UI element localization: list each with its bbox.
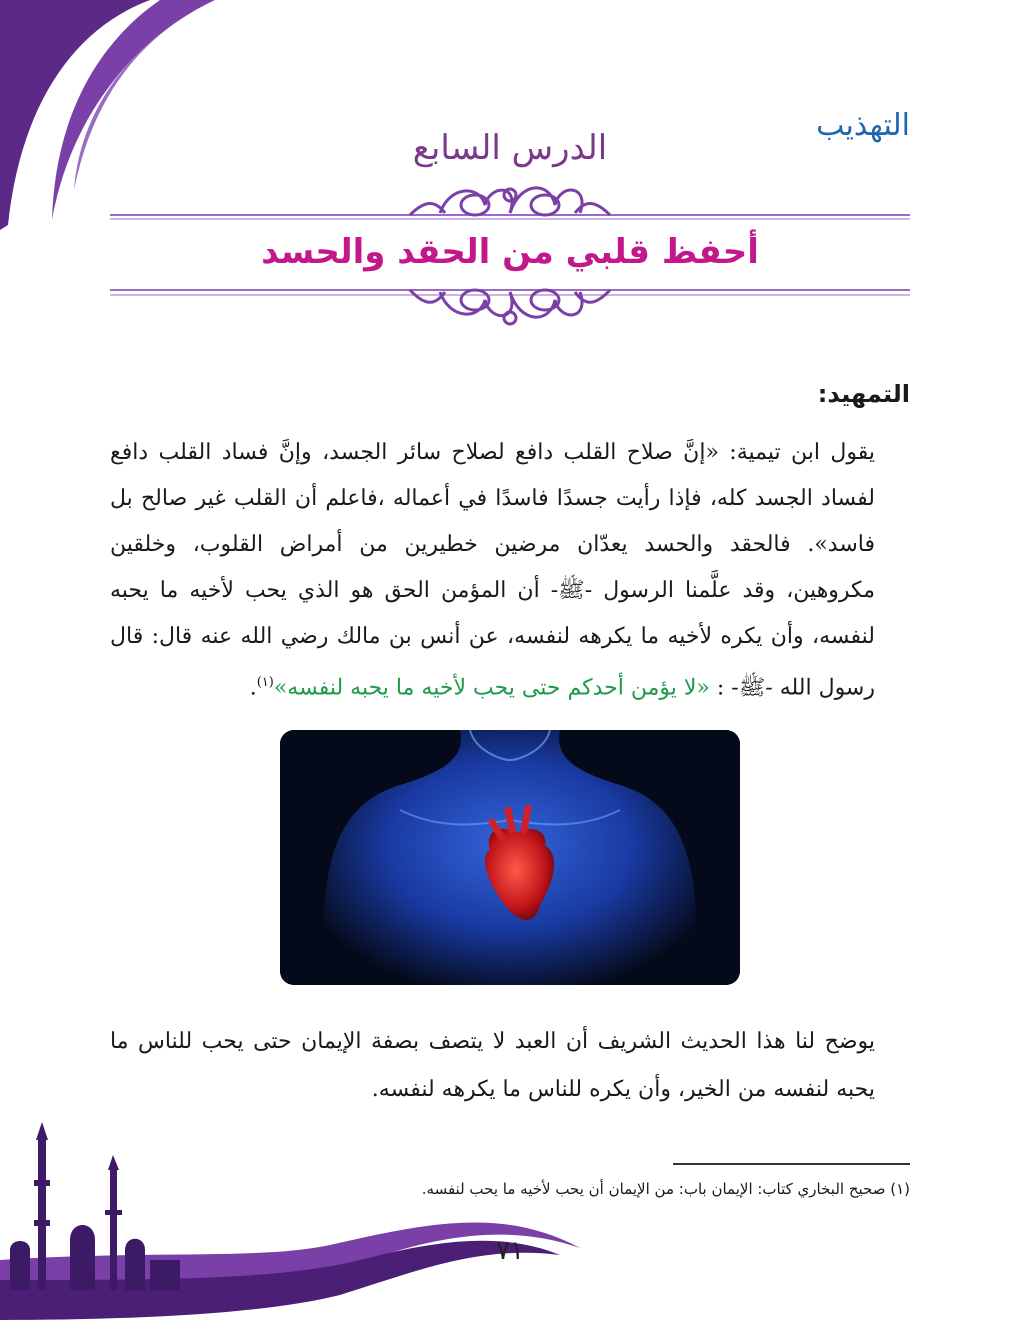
mosque-silhouette-decoration	[0, 1110, 620, 1320]
ornament-divider-bottom	[110, 278, 910, 338]
intro-paragraph	[110, 430, 875, 711]
subject-label: التهذيب	[816, 108, 910, 143]
hadith-quote: «لا يؤمن أحدكم حتى يحب لأخيه ما يحبه لنفسه»	[273, 675, 710, 701]
heart-anatomy-image	[280, 730, 740, 985]
intro-heading: التمهيد:	[817, 380, 910, 408]
intro-paragraph-end: .	[249, 675, 257, 701]
conclusion-paragraph: يوضح لنا هذا الحديث الشريف أن العبد لا يتصف بصفة الإيمان حتى يحب للناس ما يحبه لنفسه من الخير، وأن يكره للناس ما يكرهه لنفسه.	[110, 1029, 875, 1102]
lesson-number: الدرس السابع	[412, 128, 608, 168]
footnote-text: (١) صحيح البخاري كتاب: الإيمان باب: من الإيمان أن يحب لأخيه ما يحب لنفسه.	[421, 1180, 910, 1198]
page-number: ٧١	[496, 1236, 524, 1266]
lesson-title: أحفظ قلبي من الحقد والحسد	[261, 232, 759, 272]
ornament-divider-top	[110, 175, 910, 225]
heart-illustration	[280, 730, 740, 985]
footnote-reference: (١)	[256, 675, 274, 690]
footnote-divider	[673, 1163, 910, 1165]
intro-paragraph-text: يقول ابن تيمية: «إنَّ صلاح القلب دافع لصلاح سائر الجسد، وإنَّ فساد القلب دافع لفساد الجسد كله، فإذا رأيت جسدًا فاسدًا في أعماله ،فاعلم أن القلب غير صالح بل فاسد». فالحقد والحسد يعدّان مرضين خطيرين من أمراض القلوب، وخلقين مكروهين، وقد علَّمنا الرسول -ﷺ- أن المؤمن الحق هو الذي يحب لأخيه ما يحبه لنفسه، وأن يكره لأخيه ما يكرهه لنفسه، عن أنس بن مالك رضي الله عنه قال: قال رسول الله -ﷺ- :	[110, 440, 875, 701]
